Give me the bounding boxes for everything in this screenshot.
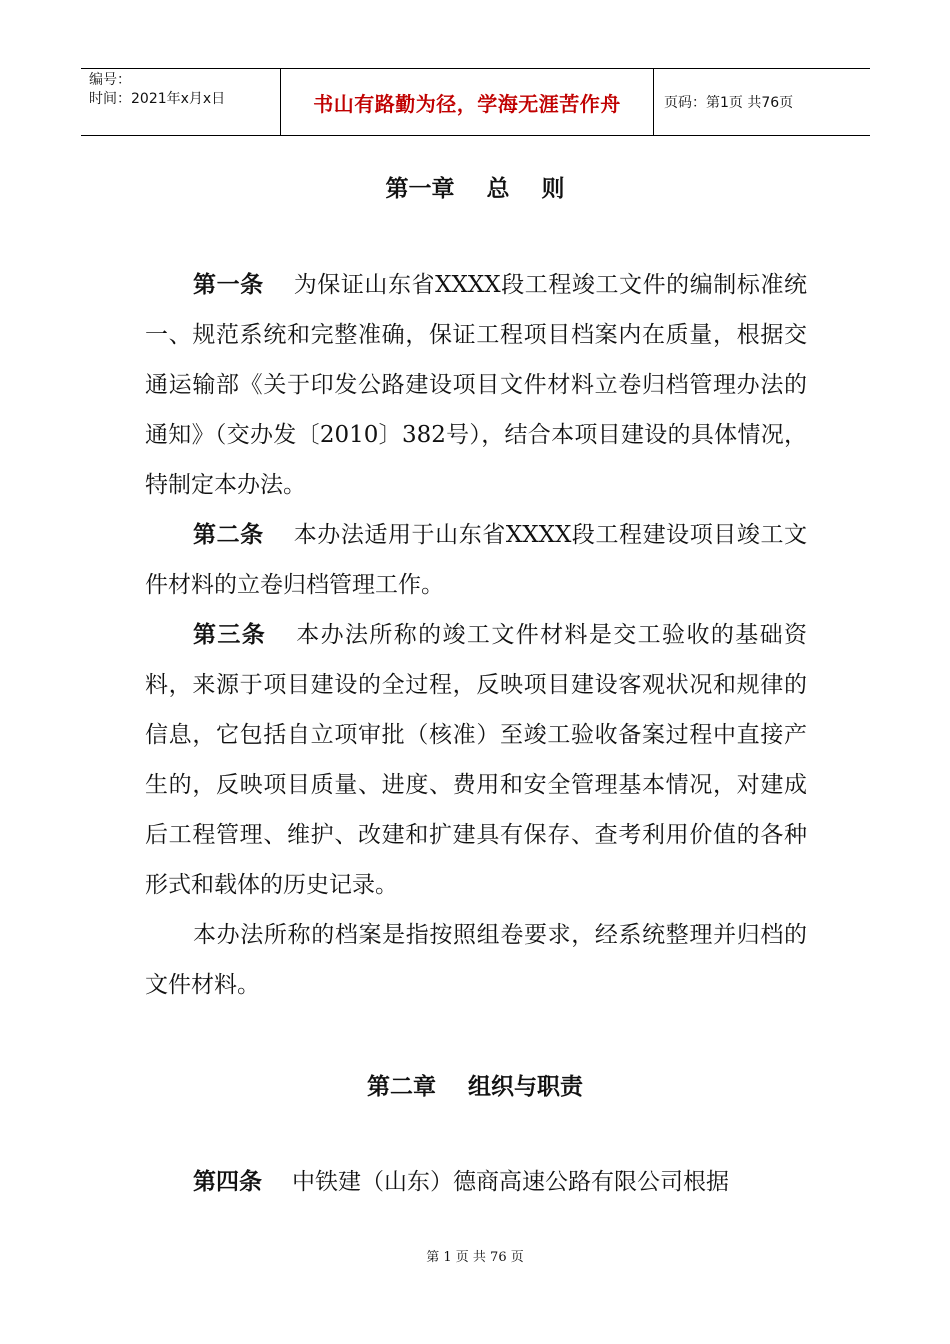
chapter-1-title: 第一章 总 则 xyxy=(385,176,565,202)
article-2 xyxy=(145,510,807,610)
article-1 xyxy=(145,260,807,510)
article-text: 为保证山东省XXXX段工程竣工文件的编制标准统一、规范系统和完整准确，保证工程项目档案内在质量，根据交通运输部《关于印发公路建设项目文件材料立卷归档管理办法的通知》（交办发〔2010〕382号），结合本项目建设的具体情况，特制定本办法。 xyxy=(145,272,808,498)
header-meta-cell xyxy=(81,69,281,135)
page-header-table xyxy=(81,68,870,136)
article-number: 第三条 xyxy=(193,622,267,648)
chapter-2-title: 第二章 组织与职责 xyxy=(366,1074,584,1100)
article-4 xyxy=(145,1157,807,1207)
article-number: 第四条 xyxy=(193,1169,262,1195)
header-motto: 书山有路勤为径，学海无涯苦作舟 xyxy=(281,69,654,135)
header-page-info: 页码：第1页 共76页 xyxy=(664,95,794,111)
article-text: 本办法适用于山东省XXXX段工程建设项目竣工文件材料的立卷归档管理工作。 xyxy=(145,522,808,598)
page-footer: 第 1 页 共 76 页 xyxy=(426,1250,524,1265)
article-text: 中铁建（山东）德商高速公路有限公司根据 xyxy=(292,1169,729,1195)
document-date-label: 时间：2021年x月x日 xyxy=(89,91,226,107)
document-number-label: 编号： xyxy=(89,72,131,88)
article-3-supplement: 本办法所称的档案是指按照组卷要求，经系统整理并归档的文件材料。 xyxy=(145,922,807,998)
article-text: 本办法所称的竣工文件材料是交工验收的基础资料，来源于项目建设的全过程，反映项目建设客观状况和规律的信息，它包括自立项审批（核准）至竣工验收备案过程中直接产生的，反映项目质量、进度、费用和安全管理基本情况，对建成后工程管理、维护、改建和扩建具有保存、查考利用价值的各种形式和载体的历史记录。 xyxy=(145,622,808,898)
article-number: 第一条 xyxy=(193,272,264,298)
article-number: 第二条 xyxy=(193,522,264,548)
article-3 xyxy=(145,610,807,910)
